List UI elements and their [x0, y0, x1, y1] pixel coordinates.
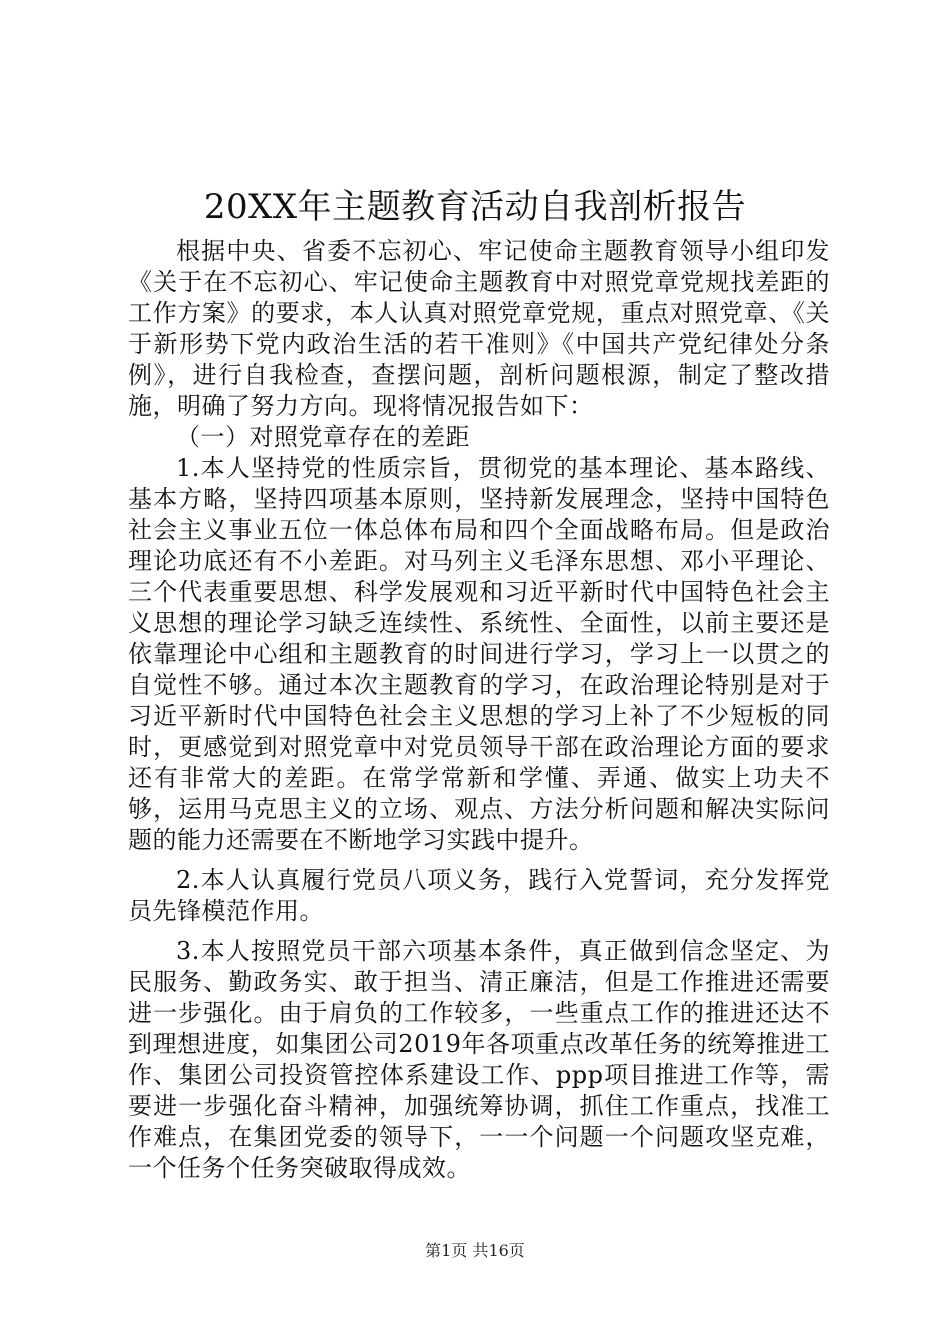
- document-body: [128, 236, 830, 1184]
- document-title: 20XX年主题教育活动自我剖析报告: [203, 187, 747, 227]
- item-paragraph-1: 1.本人坚持党的性质宗旨，贯彻党的基本理论、基本路线、基本方略，坚持四项基本原则，坚持新发展理念，坚持中国特色社会主义事业五位一体总体布局和四个全面战略布局。但是政治理论功底还有不小差距。对马列主义毛泽东思想、邓小平理论、三个代表重要思想、科学发展观和习近平新时代中国特色社会主义思想的理论学习缺乏连续性、系统性、全面性，以前主要还是依靠理论中心组和主题教育的时间进行学习，学习上一以贯之的自觉性不够。通过本次主题教育的学习，在政治理论特别是对于习近平新时代中国特色社会主义思想的学习上补了不少短板的同时，更感觉到对照党章中对党员领导干部在政治理论方面的要求还有非常大的差距。在常学常新和学懂、弄通、做实上功夫不够，运用马克思主义的立场、观点、方法分析问题和解决实际问题的能力还需要在不断地学习实践中提升。: [128, 454, 830, 854]
- item-paragraph-2: 2.本人认真履行党员八项义务，践行入党誓词，充分发挥党员先锋模范作用。: [128, 866, 830, 925]
- section-heading: （一）对照党章存在的差距: [176, 423, 470, 451]
- page-number: 第1页 共16页: [425, 1241, 525, 1260]
- intro-paragraph: 根据中央、省委不忘初心、牢记使命主题教育领导小组印发《关于在不忘初心、牢记使命主题教育中对照党章党规找差距的工作方案》的要求，本人认真对照党章党规，重点对照党章、《关于新形势下党内政治生活的若干准则》《中国共产党纪律处分条例》，进行自我检查，查摆问题，剖析问题根源，制定了整改措施，明确了努力方向。现将情况报告如下：: [128, 237, 830, 420]
- item-paragraph-3: 3.本人按照党员干部六项基本条件，真正做到信念坚定、为民服务、勤政务实、敢于担当、清正廉洁，但是工作推进还需要进一步强化。由于肩负的工作较多，一些重点工作的推进还达不到理想进度，如集团公司2019年各项重点改革任务的统筹推进工作、集团公司投资管控体系建设工作、ppp项目推进工作等，需要进一步强化奋斗精神，加强统筹协调，抓住工作重点，找准工作难点，在集团党委的领导下，一一个问题一个问题攻坚克难，一个任务个任务突破取得成效。: [128, 937, 830, 1182]
